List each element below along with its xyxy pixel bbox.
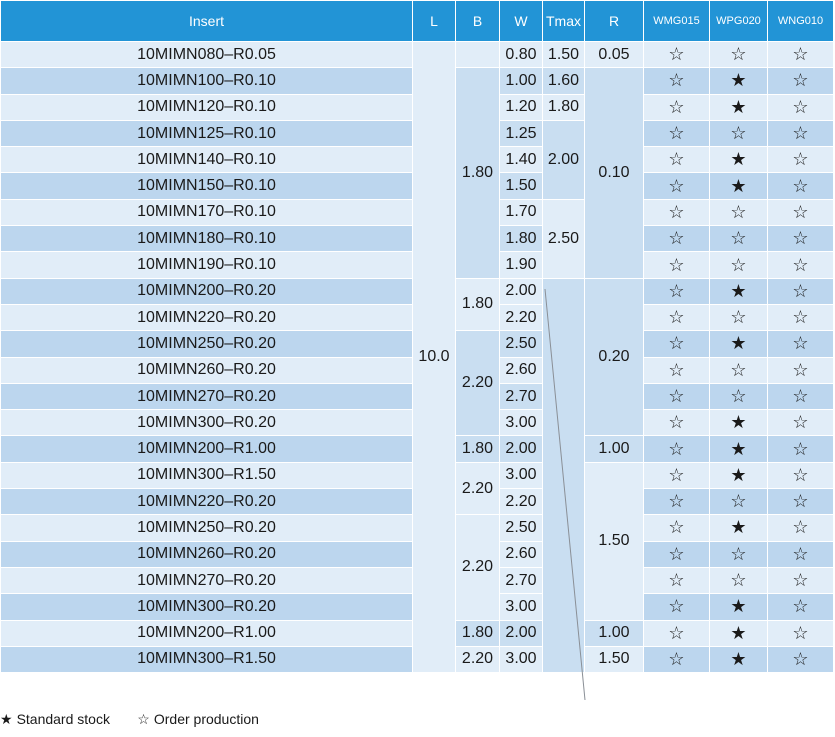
- grade-wng010: ☆: [768, 646, 834, 672]
- grade-wmg015: ☆: [644, 147, 710, 173]
- w-value: 2.00: [500, 278, 543, 304]
- grade-wmg015: ☆: [644, 252, 710, 278]
- grade-wng010: ☆: [768, 462, 834, 488]
- grade-wpg020: ☆: [710, 120, 768, 146]
- grade-wmg015: ☆: [644, 410, 710, 436]
- b-value: 1.80: [456, 68, 500, 278]
- grade-wpg020: ☆: [710, 567, 768, 593]
- insert-code: 10MIMN260–R0.20: [1, 357, 413, 383]
- legend-standard-label: Standard stock: [16, 711, 110, 727]
- insert-code: 10MIMN200–R1.00: [1, 436, 413, 462]
- grade-wpg020: ☆: [710, 304, 768, 330]
- r-value: 0.20: [585, 278, 644, 436]
- grade-wpg020: ☆: [710, 252, 768, 278]
- grade-wpg020: ☆: [710, 199, 768, 225]
- header-wmg015: WMG015: [644, 1, 710, 42]
- header-w: W: [500, 1, 543, 42]
- b-value: 2.20: [456, 646, 500, 672]
- r-value: 1.00: [585, 620, 644, 646]
- grade-wng010: ☆: [768, 436, 834, 462]
- w-value: 2.20: [500, 489, 543, 515]
- insert-code: 10MIMN125–R0.10: [1, 120, 413, 146]
- b-value: 1.80: [456, 436, 500, 462]
- grade-wng010: ☆: [768, 252, 834, 278]
- grade-wpg020: ★: [710, 94, 768, 120]
- grade-wng010: ☆: [768, 304, 834, 330]
- w-value: 3.00: [500, 462, 543, 488]
- insert-code: 10MIMN190–R0.10: [1, 252, 413, 278]
- b-value: 2.20: [456, 331, 500, 436]
- grade-wng010: ☆: [768, 541, 834, 567]
- grade-wng010: ☆: [768, 226, 834, 252]
- tmax-value: 1.50: [543, 42, 585, 68]
- grade-wng010: ☆: [768, 278, 834, 304]
- grade-wng010: ☆: [768, 147, 834, 173]
- grade-wpg020: ☆: [710, 489, 768, 515]
- grade-wpg020: ★: [710, 68, 768, 94]
- grade-wpg020: ★: [710, 646, 768, 672]
- grade-wng010: ☆: [768, 42, 834, 68]
- l-value: 10.0: [413, 42, 456, 673]
- grade-wmg015: ☆: [644, 541, 710, 567]
- header-wpg020: WPG020: [710, 1, 768, 42]
- tmax-value: 2.00: [543, 120, 585, 199]
- grade-wmg015: ☆: [644, 226, 710, 252]
- grade-wmg015: ☆: [644, 383, 710, 409]
- w-value: 2.60: [500, 541, 543, 567]
- w-value: 1.70: [500, 199, 543, 225]
- grade-wpg020: ★: [710, 620, 768, 646]
- grade-wng010: ☆: [768, 567, 834, 593]
- w-value: 2.00: [500, 620, 543, 646]
- grade-wmg015: ☆: [644, 42, 710, 68]
- grade-wmg015: ☆: [644, 515, 710, 541]
- grade-wpg020: ☆: [710, 383, 768, 409]
- grade-wmg015: ☆: [644, 620, 710, 646]
- grade-wmg015: ☆: [644, 120, 710, 146]
- insert-code: 10MIMN300–R1.50: [1, 462, 413, 488]
- w-value: 1.20: [500, 94, 543, 120]
- w-value: 2.70: [500, 567, 543, 593]
- grade-wmg015: ☆: [644, 357, 710, 383]
- insert-code: 10MIMN300–R0.20: [1, 594, 413, 620]
- grade-wng010: ☆: [768, 620, 834, 646]
- insert-code: 10MIMN300–R0.20: [1, 410, 413, 436]
- r-value: 1.00: [585, 436, 644, 462]
- grade-wng010: ☆: [768, 173, 834, 199]
- grade-wng010: ☆: [768, 357, 834, 383]
- header-tmax: Tmax: [543, 1, 585, 42]
- r-value: 1.50: [585, 646, 644, 672]
- header-insert: Insert: [1, 1, 413, 42]
- grade-wpg020: ☆: [710, 42, 768, 68]
- outline-star-icon: ☆: [137, 711, 150, 727]
- tmax-value: 2.50: [543, 199, 585, 278]
- insert-code: 10MIMN080–R0.05: [1, 42, 413, 68]
- insert-code: 10MIMN200–R1.00: [1, 620, 413, 646]
- grade-wng010: ☆: [768, 594, 834, 620]
- w-value: 2.50: [500, 331, 543, 357]
- grade-wpg020: ☆: [710, 357, 768, 383]
- b-value: 2.20: [456, 515, 500, 620]
- insert-code: 10MIMN120–R0.10: [1, 94, 413, 120]
- header-l: L: [413, 1, 456, 42]
- insert-code: 10MIMN260–R0.20: [1, 541, 413, 567]
- grade-wpg020: ★: [710, 594, 768, 620]
- grade-wmg015: ☆: [644, 462, 710, 488]
- insert-code: 10MIMN150–R0.10: [1, 173, 413, 199]
- tmax-value: 1.60: [543, 68, 585, 94]
- header-row: [1, 1, 834, 42]
- grade-wmg015: ☆: [644, 278, 710, 304]
- insert-code: 10MIMN200–R0.20: [1, 278, 413, 304]
- b-value: 2.20: [456, 462, 500, 515]
- grade-wmg015: ☆: [644, 646, 710, 672]
- tmax-value: 1.80: [543, 94, 585, 120]
- insert-code: 10MIMN300–R1.50: [1, 646, 413, 672]
- grade-wmg015: ☆: [644, 304, 710, 330]
- header-wng010: WNG010: [768, 1, 834, 42]
- grade-wng010: ☆: [768, 410, 834, 436]
- grade-wpg020: ★: [710, 331, 768, 357]
- grade-wpg020: ★: [710, 278, 768, 304]
- grade-wmg015: ☆: [644, 594, 710, 620]
- w-value: 2.00: [500, 436, 543, 462]
- grade-wpg020: ★: [710, 436, 768, 462]
- r-value: 0.10: [585, 68, 644, 278]
- insert-code: 10MIMN180–R0.10: [1, 226, 413, 252]
- w-value: 1.00: [500, 68, 543, 94]
- filled-star-icon: ★: [0, 711, 13, 727]
- grade-wmg015: ☆: [644, 331, 710, 357]
- grade-wpg020: ★: [710, 462, 768, 488]
- b-value: 1.80: [456, 620, 500, 646]
- grade-wng010: ☆: [768, 383, 834, 409]
- grade-wmg015: ☆: [644, 199, 710, 225]
- insert-code: 10MIMN170–R0.10: [1, 199, 413, 225]
- grade-wpg020: ★: [710, 410, 768, 436]
- grade-wng010: ☆: [768, 331, 834, 357]
- grade-wpg020: ★: [710, 515, 768, 541]
- insert-code: 10MIMN270–R0.20: [1, 567, 413, 593]
- grade-wmg015: ☆: [644, 94, 710, 120]
- grade-wpg020: ★: [710, 147, 768, 173]
- legend-order-label: Order production: [153, 711, 259, 727]
- r-value: 0.05: [585, 42, 644, 68]
- b-value: 1.80: [456, 278, 500, 331]
- tmax-slanted-cell: [543, 278, 585, 672]
- w-value: 2.20: [500, 304, 543, 330]
- w-value: 1.25: [500, 120, 543, 146]
- insert-code: 10MIMN250–R0.20: [1, 331, 413, 357]
- grade-wng010: ☆: [768, 199, 834, 225]
- table-row: [1, 42, 834, 68]
- grade-wmg015: ☆: [644, 489, 710, 515]
- insert-code: 10MIMN250–R0.20: [1, 515, 413, 541]
- grade-wng010: ☆: [768, 515, 834, 541]
- r-value: 1.50: [585, 462, 644, 620]
- w-value: 1.90: [500, 252, 543, 278]
- w-value: 3.00: [500, 646, 543, 672]
- grade-wng010: ☆: [768, 94, 834, 120]
- w-value: 1.40: [500, 147, 543, 173]
- header-r: R: [585, 1, 644, 42]
- insert-code: 10MIMN220–R0.20: [1, 304, 413, 330]
- w-value: 3.00: [500, 594, 543, 620]
- grade-wpg020: ☆: [710, 541, 768, 567]
- w-value: 2.50: [500, 515, 543, 541]
- grade-wng010: ☆: [768, 489, 834, 515]
- w-value: 3.00: [500, 410, 543, 436]
- legend: [0, 711, 263, 728]
- insert-code: 10MIMN100–R0.10: [1, 68, 413, 94]
- grade-wpg020: ★: [710, 173, 768, 199]
- grade-wng010: ☆: [768, 120, 834, 146]
- insert-code: 10MIMN270–R0.20: [1, 383, 413, 409]
- grade-wpg020: ☆: [710, 226, 768, 252]
- header-b: B: [456, 1, 500, 42]
- grade-wmg015: ☆: [644, 173, 710, 199]
- w-value: 1.80: [500, 226, 543, 252]
- w-value: 2.70: [500, 383, 543, 409]
- w-value: 1.50: [500, 173, 543, 199]
- grade-wmg015: ☆: [644, 68, 710, 94]
- grade-wmg015: ☆: [644, 436, 710, 462]
- w-value: 0.80: [500, 42, 543, 68]
- w-value: 2.60: [500, 357, 543, 383]
- grade-wmg015: ☆: [644, 567, 710, 593]
- insert-code: 10MIMN220–R0.20: [1, 489, 413, 515]
- b-value-empty: [456, 42, 500, 68]
- insert-code: 10MIMN140–R0.10: [1, 147, 413, 173]
- grade-wng010: ☆: [768, 68, 834, 94]
